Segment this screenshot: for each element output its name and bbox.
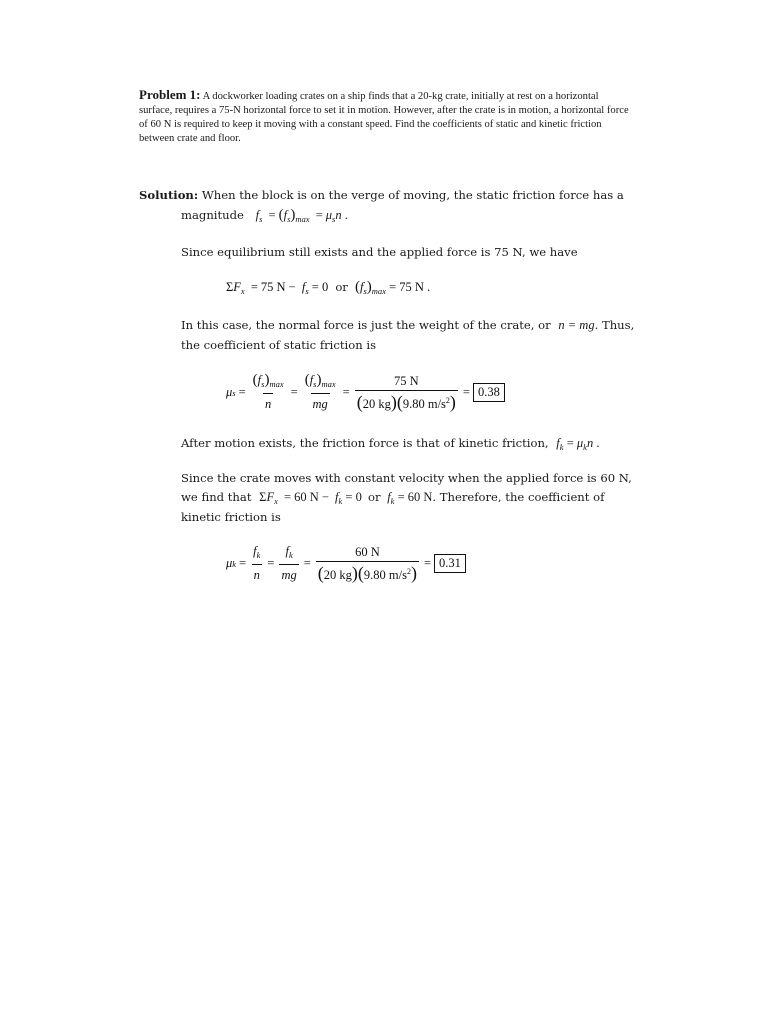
crate-or: or (367, 490, 381, 504)
static-den-mass: 20 kg (362, 396, 391, 411)
kinetic-den-mass: 20 kg (323, 567, 352, 582)
static-coefficient-equation: μ s = $\frac{(f_s)_{max}}{n}$ = $\frac{(f_s)_{max}}{mg}$ = $\frac{75 N}{(20 kg)(9.80 m/s^2)}$ = 0.38 (226, 372, 505, 413)
static-frac-1: $\frac{(f_s)_{max}}{n}$ (252, 372, 284, 411)
eq2-zero: = 0 (311, 280, 329, 294)
crate-eq-value: = 60 N (397, 490, 433, 504)
kinetic-coefficient-equation: μ k = $\frac{f_k}{n}$ = $\frac{f_k}{mg}$ = $\frac{60 N}{(20 kg)(9.80 m/s^2)}$ = 0.31 (226, 543, 466, 584)
static-result-box: 0.38 (473, 383, 505, 402)
eq2-or: or (335, 280, 348, 294)
kinetic-frac-3: $\frac{60 N}{(20 kg)(9.80 m/s^2)}$ (317, 544, 417, 583)
crate-eq-zero: = 0 (345, 490, 362, 504)
normal-force-line (181, 318, 634, 333)
kinetic-frac-2: $\frac{f_k}{mg}$ (281, 544, 297, 582)
magnitude-line (181, 207, 348, 224)
magnitude-word: magnitude (181, 208, 244, 222)
static-frac-3: $\frac{75 N}{(20 kg)(9.80 m/s^2)}$ (356, 373, 456, 412)
equilibrium-text: Since equilibrium still exists and the applied force is 75 N, we have (181, 245, 578, 259)
solution-intro-line (139, 188, 624, 202)
kinetic-numerator: 60 N (355, 544, 380, 559)
normal-text-1: In this case, the normal force is just the weight of the crate, or (181, 318, 551, 332)
crate-text-1: Since the crate moves with constant velocity when the applied force is 60 N, (181, 471, 632, 485)
eq2-value: = 75 N (389, 280, 424, 294)
max-subscript: max (295, 214, 310, 224)
normal-text-2: the coefficient of static friction is (181, 338, 377, 352)
kinetic-frac-1: $\frac{f_k}{n}$ (253, 544, 261, 582)
solution-intro: When the block is on the verge of moving, the static friction force has a (201, 188, 624, 202)
n-equals-mg: n = mg (558, 318, 595, 332)
crate-text-3: kinetic friction is (181, 510, 281, 524)
static-den-g: 9.80 m/s (402, 396, 446, 411)
kinetic-friction-line: After motion exists, the friction force is that of kinetic friction, $f_k = \mu_kn$ . (181, 436, 600, 452)
normal-text-thus: . Thus, (594, 318, 635, 332)
static-frac-2: $\frac{(f_s)_{max}}{mg}$ (304, 372, 336, 411)
problem-text: A dockworker loading crates on a ship finds that a 20-kg crate, initially at rest on a horizontal surface, requires a 75-N horizontal force to set it in motion. However, after the crate is in motion, a horizontal force of 60 N is required to keep it moving with a constant speed. Find the coefficients of static and kinetic friction between crate and floor. (139, 91, 629, 144)
kinetic-den-g: 9.80 m/s (363, 567, 407, 582)
kinetic-text: After motion exists, the friction force is that of kinetic friction, (181, 436, 549, 450)
problem-label: Problem 1: (139, 87, 201, 102)
crate-equation-line: we find that $\Sigma F_x = 60$ $N - f_k = 0$ or $f_k = 60$ N. Therefore, the coefficient of (181, 490, 605, 506)
magnitude-equation: $f_s = (f_s)_{max} = \mu_sn$ . (255, 207, 348, 224)
kinetic-result-box: 0.31 (434, 554, 466, 573)
static-sum-forces-equation: $\Sigma F_x = 75$ $N - f_s = 0$ or $(f_s)_{max} = 75$ N . (226, 279, 431, 296)
solution-label: Solution: (139, 188, 199, 202)
crate-text-2a: we find that (181, 490, 252, 504)
crate-text-2b: . Therefore, the coefficient of (432, 490, 605, 504)
problem-statement (139, 88, 631, 146)
static-numerator: 75 N (393, 373, 419, 388)
